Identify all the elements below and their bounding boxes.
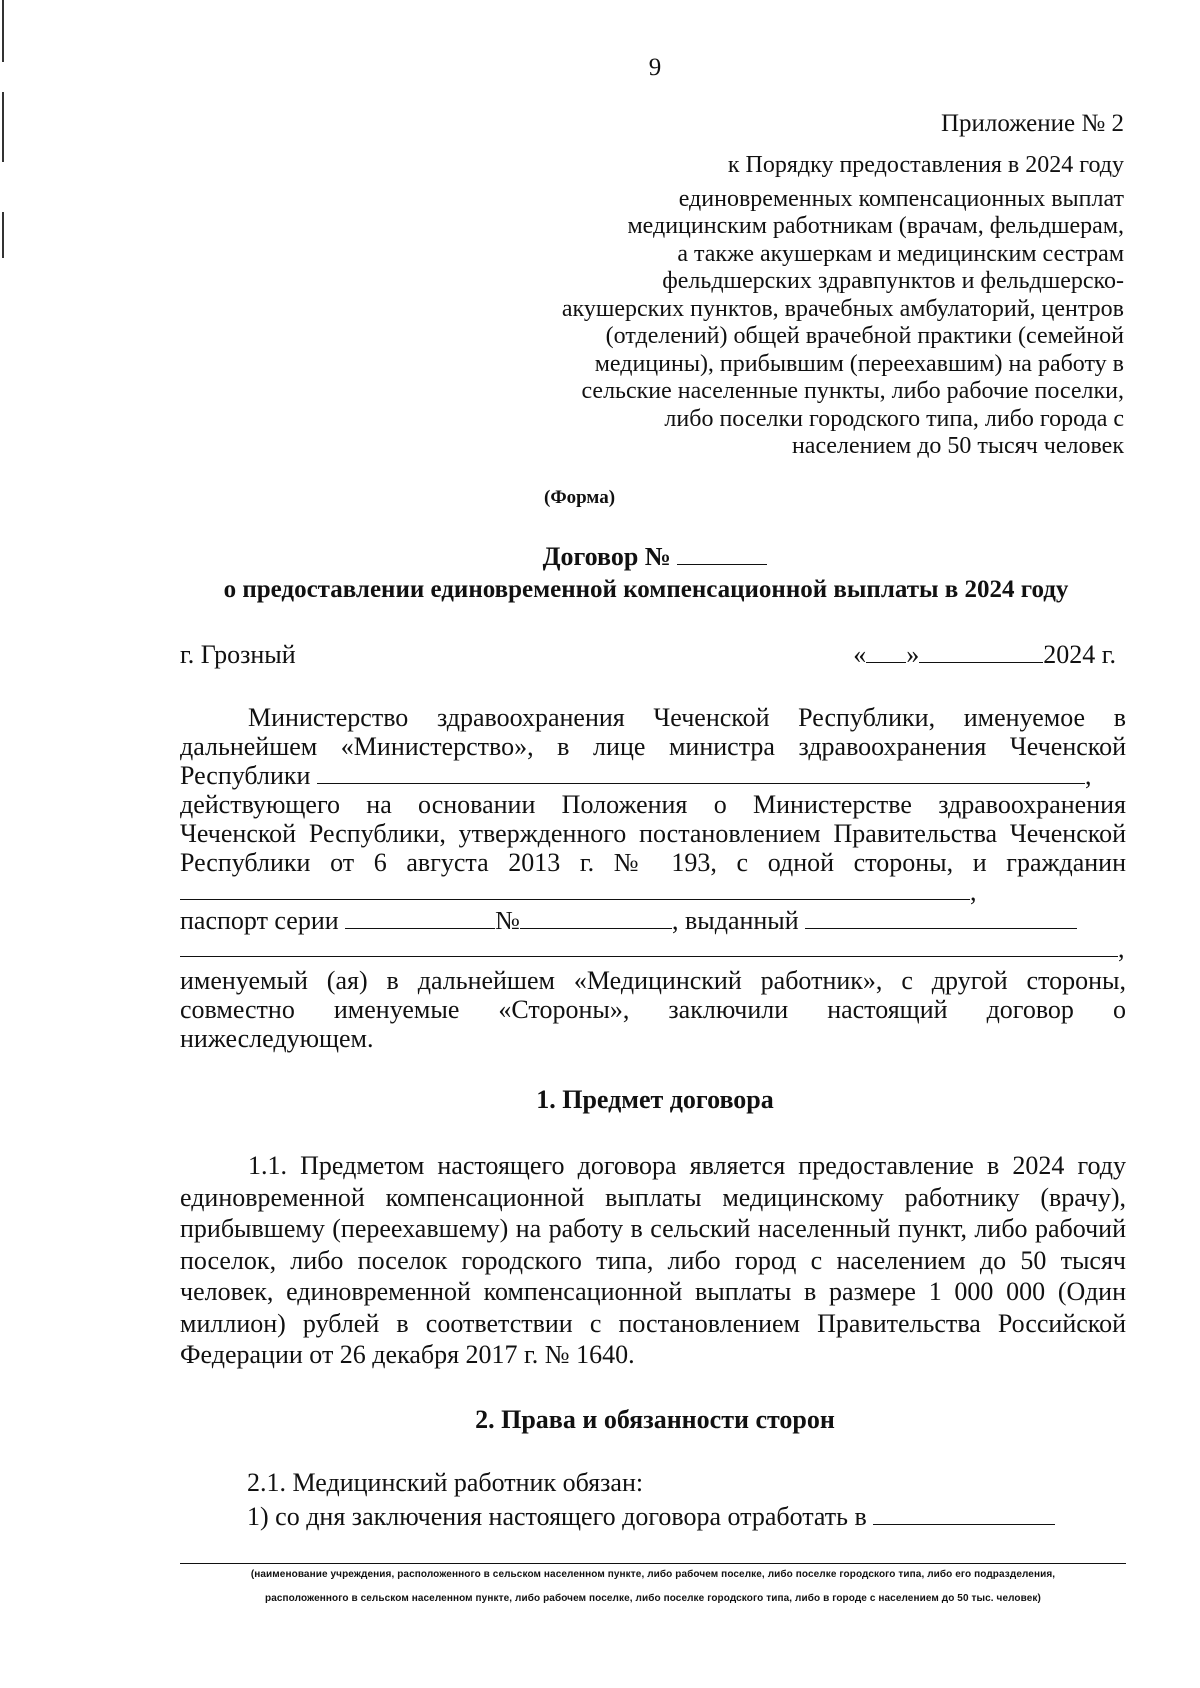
appendix-line: фельдшерских здравпунктов и фельдшерско-	[662, 268, 1124, 294]
citizen-name-blank	[180, 879, 970, 900]
obligation-text: 1) со дня заключения настоящего договора отработать в	[247, 1502, 867, 1531]
preamble-paragraph-3: именуемый (ая) в дальнейшем «Медицинский работник», с другой стороны, совместно именуемые «Стороны», заключили настоящий договор о нижеследующем.	[180, 966, 1126, 1053]
date-open-quote: «	[853, 640, 867, 669]
passport-label: паспорт серии	[180, 906, 339, 935]
passport-number-blank	[520, 908, 672, 929]
city-name: г. Грозный	[180, 640, 296, 669]
preamble-paragraph-1	[180, 703, 1126, 790]
appendix-line: медицинским работникам (врачам, фельдшерам,	[627, 213, 1124, 239]
appendix-line: либо поселки городского типа, либо города с	[664, 405, 1124, 432]
passport-series-blank	[345, 908, 495, 929]
contract-title	[0, 542, 1200, 572]
issued-label: , выданный	[671, 906, 799, 935]
issued-by-blank	[805, 908, 1077, 929]
passport-line	[180, 906, 1126, 935]
section-2-title: 2. Права и обязанности сторон	[475, 1405, 835, 1434]
minister-name-blank	[317, 763, 1085, 784]
appendix-line: (отделений) общей врачебной практики (семейной	[605, 323, 1124, 349]
date-year: 2024 г.	[1043, 640, 1116, 669]
footnote-line-1: (наименование учреждения, расположенного в сельском населенном пункте, либо рабочем поселке, либо поселке городского типа, либо его подразделения,	[250, 1569, 1056, 1580]
date-close-quote: »	[906, 640, 920, 669]
contract-date	[853, 640, 1116, 670]
appendix-label: Приложение № 2	[940, 110, 1124, 137]
scan-edge-mark	[2, 0, 4, 62]
scan-edge-mark	[2, 92, 4, 162]
contract-subtitle: о предоставлении единовременной компенсационной выплаты в 2024 году	[223, 576, 1069, 603]
preamble-text: Министерство здравоохранения Чеченской Республики, именуемое в дальнейшем «Министерство», в лице министра здравоохранения Чеченской Республики	[180, 703, 1126, 790]
scan-edge-mark	[2, 212, 4, 258]
appendix-line: акушерских пунктов, врачебных амбулаторий, центров	[561, 295, 1124, 322]
footnote-line-2: расположенного в сельском населенном пункте, либо рабочем поселке, либо поселке городского типа, либо в городе с населением до 50 тыс. человек)	[265, 1593, 1041, 1604]
comma: ,	[1084, 761, 1092, 790]
contract-number-blank	[677, 544, 767, 565]
month-blank	[919, 642, 1043, 663]
contract-title-text: Договор №	[542, 542, 671, 571]
comma: ,	[1118, 934, 1125, 963]
passport-number-label: №	[495, 906, 520, 935]
section-2-item: 2.1. Медицинский работник обязан:	[247, 1468, 644, 1497]
comma: ,	[970, 877, 977, 906]
section-2-item	[247, 1502, 1055, 1532]
preamble-text: действующего на основании Положения о Министерстве здравоохранения Чеченской Республики, утвержденного постановлением Правительства Чеченской Республики от 6 августа 2013 г. № 193, с одной стороны, и гражданин	[180, 790, 1126, 877]
form-label: (Форма)	[544, 487, 616, 508]
appendix-line: сельские населенные пункты, либо рабочие поселки,	[581, 378, 1124, 404]
appendix-line: населением до 50 тысяч человек	[791, 433, 1124, 459]
section-1-title: 1. Предмет договора	[536, 1085, 774, 1114]
appendix-line: медицины), прибывшим (переехавшим) на работу в	[594, 350, 1124, 377]
institution-blank	[873, 1504, 1055, 1525]
day-blank	[866, 642, 906, 663]
preamble-paragraph-2	[180, 790, 1126, 906]
issued-by-line	[180, 934, 1126, 963]
page-number: 9	[648, 54, 662, 81]
appendix-text	[484, 152, 1124, 461]
issued-by-blank-2	[180, 936, 1118, 957]
appendix-line: а также акушеркам и медицинским сестрам	[677, 240, 1124, 267]
appendix-line: к Порядку предоставления в 2024 году	[727, 152, 1124, 178]
footnote-divider	[180, 1563, 1126, 1564]
appendix-line: единовременных компенсационных выплат	[678, 185, 1124, 212]
section-1-paragraph: 1.1. Предметом настоящего договора является предоставление в 2024 году единовременной компенсационной выплаты медицинскому работнику (врачу), прибывшему (переехавшему) на работу в сельский населенный пункт, либо рабочий поселок, либо поселок городского типа, либо город с населением до 50 тысяч человек, единовременной компенсационной выплаты в размере 1 000 000 (Один миллион) рублей в соответствии с постановлением Правительства Российской Федерации от 26 декабря 2017 г. № 1640.	[180, 1151, 1126, 1369]
